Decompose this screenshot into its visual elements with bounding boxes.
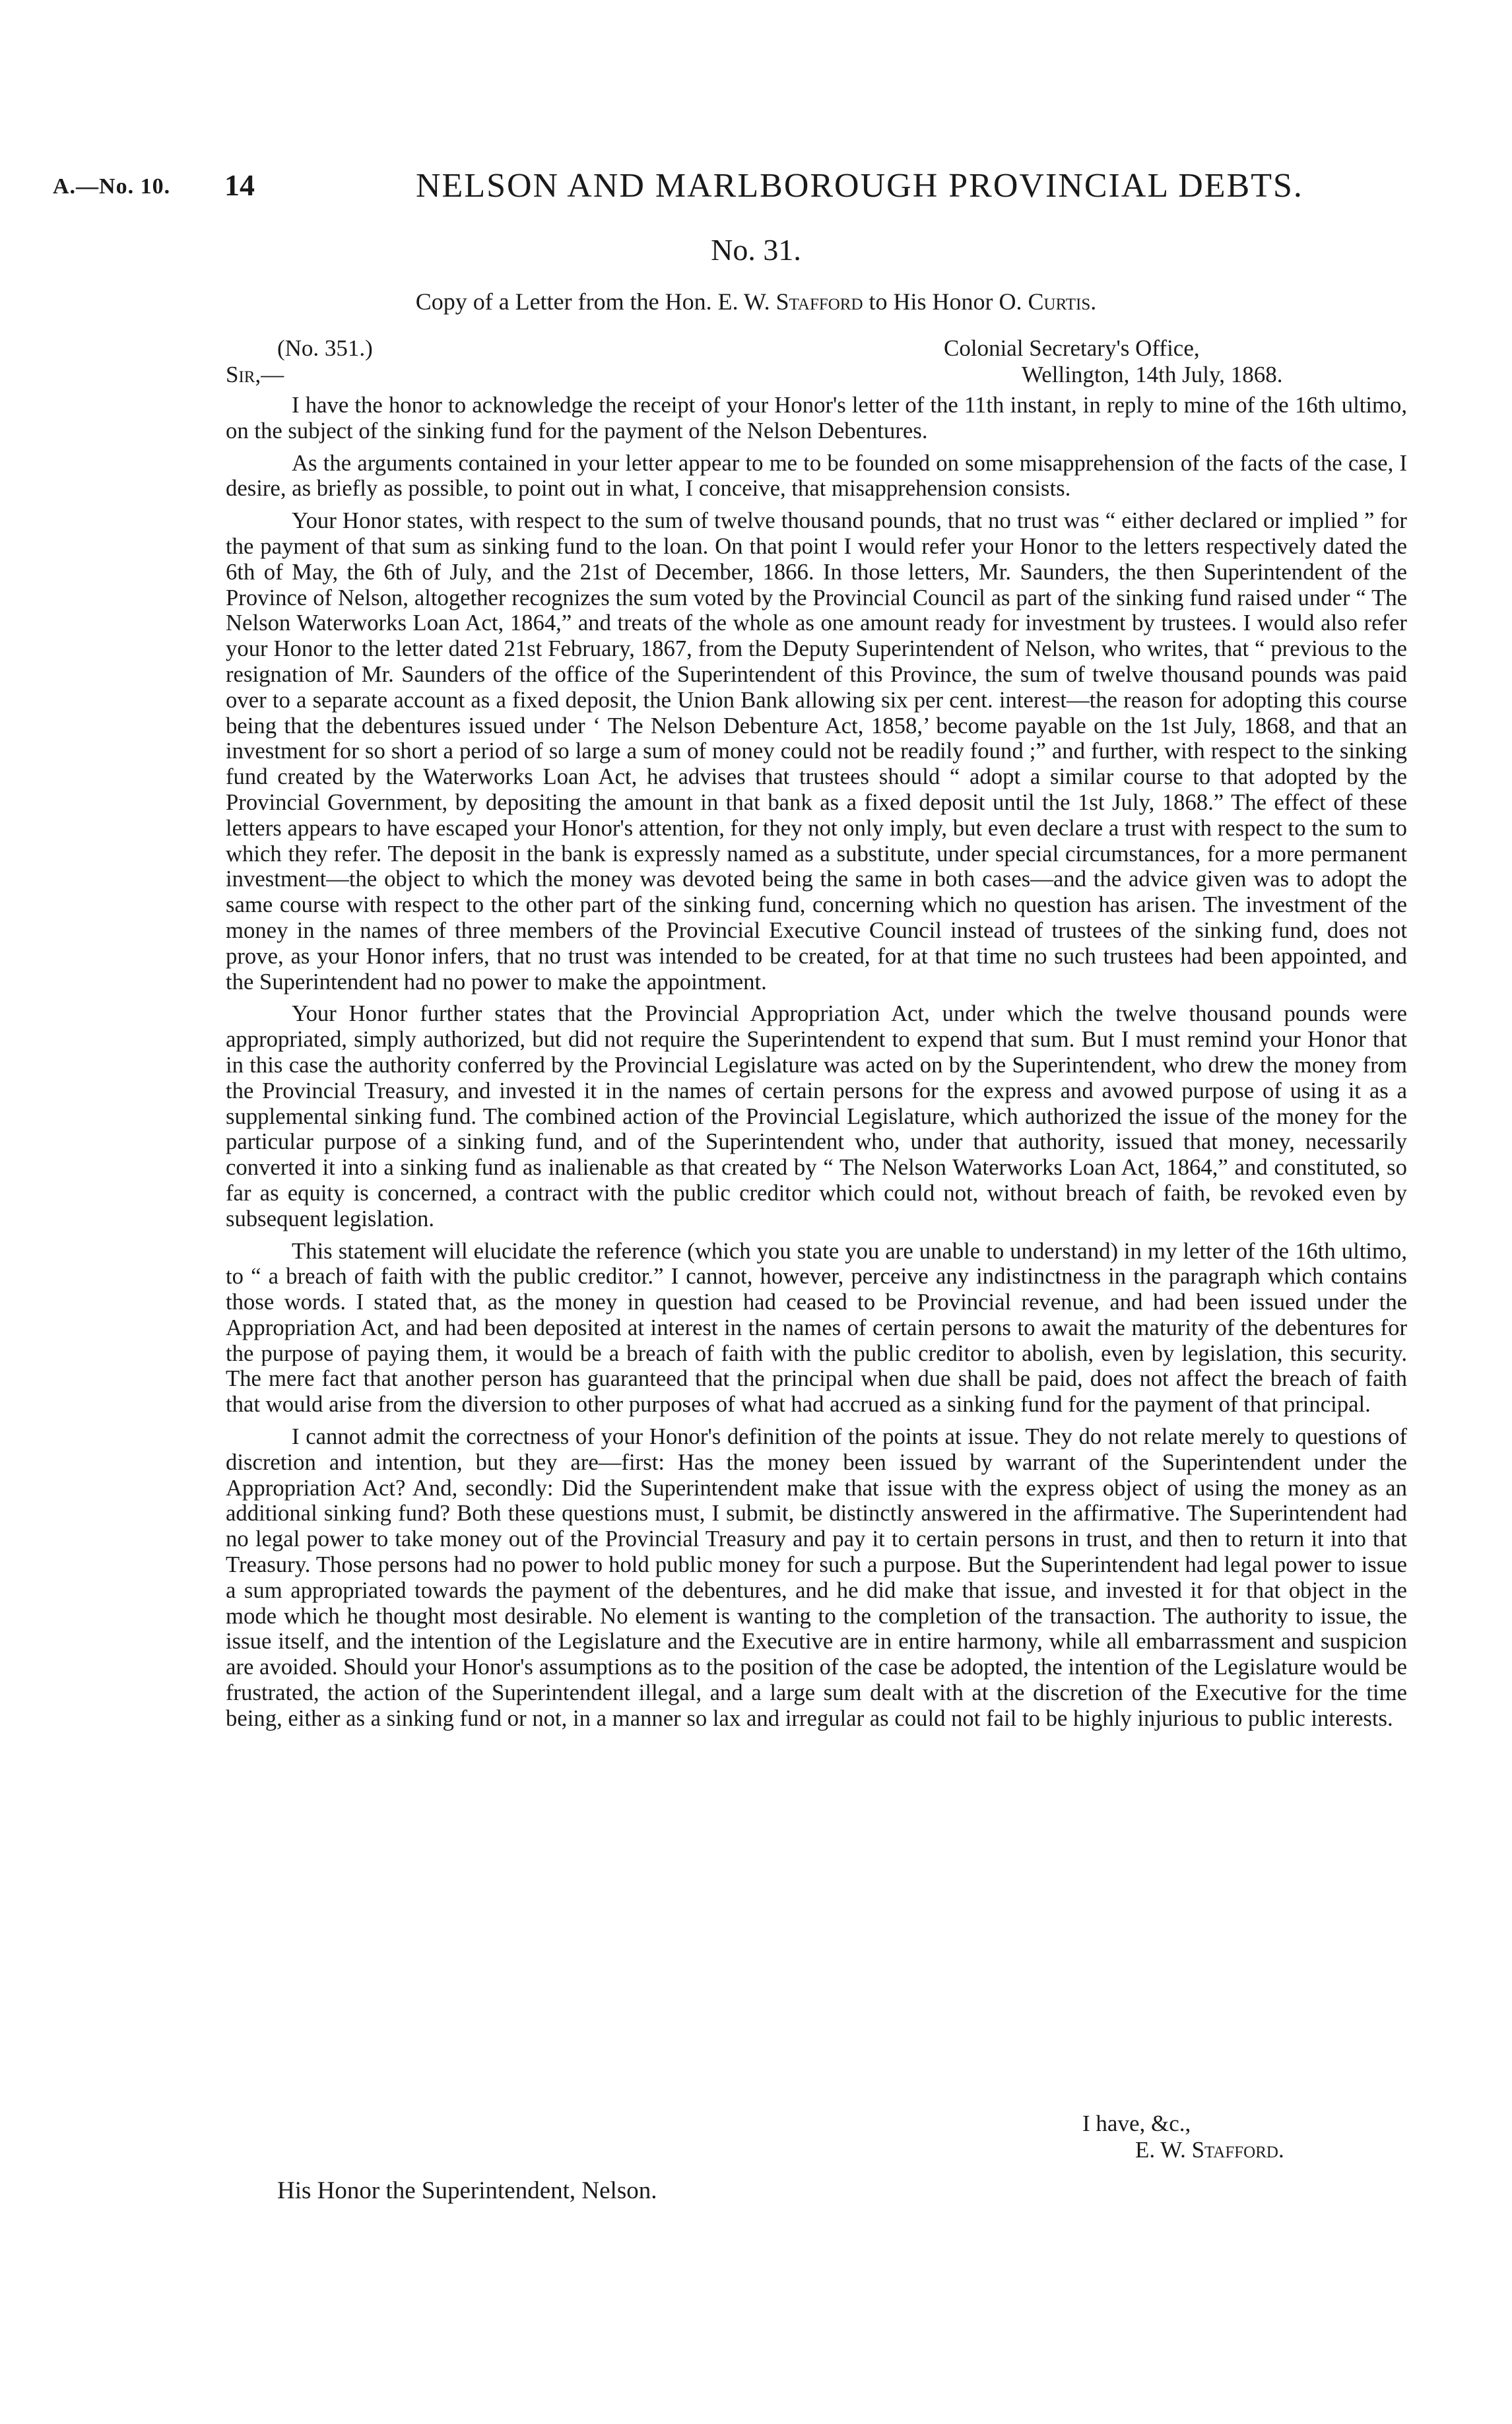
- page-title: NELSON AND MARLBOROUGH PROVINCIAL DEBTS.: [416, 167, 1303, 205]
- running-header: [53, 165, 1399, 211]
- signature: E. W. Stafford.: [1135, 2137, 1284, 2163]
- paragraph: I have the honor to acknowledge the receipt of your Honor's letter of the 11th instant, in reply to mine of the 16th ultimo, on the subject of the sinking fund for the payment of the Nelson Debentures.: [226, 392, 1407, 443]
- paragraph: Your Honor states, with respect to the sum of twelve thousand pounds, that no trust was “ either declared or implied ” for the payment of that sum as sinking fund to the loan. On that point I would refer your Honor to the letters respectively dated the 6th of May, the 6th of July, and the 21st of December, 1866. In those letters, Mr. Saunders, the then Superintendent of the Province of Nelson, altogether recognizes the sum voted by the Provincial Council as part of the sinking fund raised under “ The Nelson Waterworks Loan Act, 1864,” and treats of the whole as one amount ready for investment by trustees. I would also refer your Honor to the letter dated 21st February, 1867, from the Deputy Superintendent of Nelson, who writes, that “ previous to the resignation of Mr. Saunders of the office of the Superintendent of this Province, the sum of twelve thousand pounds was paid over to a separate account as a fixed deposit, the Union Bank allowing six per cent. interest—the reason for adopting this course being that the debentures issued under ‘ The Nelson Debenture Act, 1858,’ become payable on the 1st July, 1868, and that an investment for so short a period of so large a sum of money could not be readily found ;” and further, with respect to the sinking fund created by the Waterworks Loan Act, he advises that trustees should “ adopt a similar course to that adopted by the Provincial Government, by depositing the amount in that bank as a fixed deposit until the 1st July, 1868.” The effect of these letters appears to have escaped your Honor's attention, for they not only imply, but even declare a trust with respect to the sum to which they refer. The deposit in the bank is expressly named as a substitute, under special circumstances, for a more permanent investment—the object to which the money was devoted being the same in both cases—and the advice given was to adopt the same course with respect to the other part of the sinking fund, concerning which no question has arisen. The investment of the money in the names of three members of the Provincial Executive Council instead of trustees of the sinking fund, does not prove, as your Honor infers, that no trust was intended to be created, for at that time no such trustees had been appointed, and the Superintendent had no power to make the appointment.: [226, 508, 1407, 995]
- letter-body: [226, 393, 1407, 1738]
- office-address: Colonial Secretary's Office,: [944, 335, 1200, 361]
- salutation: Sir,—: [226, 362, 284, 387]
- addressee: His Honor the Superintendent, Nelson.: [277, 2177, 657, 2204]
- letter-subtitle: [0, 288, 1512, 315]
- paragraph: I cannot admit the correctness of your Honor's definition of the points at issue. They do not relate merely to questions of discretion and intention, but they are—first: Has the money been issued by warrant of the Superintendent under the Appropriation Act? And, secondly: Did the Superintendent make that issue with the express object of using the money as an additional sinking fund? Both these questions must, I submit, be distinctly answered in the affirmative. The Superintendent had no legal power to take money out of the Provincial Treasury and pay it to certain persons in trust, and then to return it into that Treasury. Those persons had no power to hold public money for such a purpose. But the Superintendent had legal power to issue a sum appropriated towards the payment of the debentures, and he did make that issue, and invested it for that object in the mode which he thought most desirable. No element is wanting to the completion of the transaction. The authority to issue, the issue itself, and the intention of the Legislature and the Executive are in entire harmony, while all embarrassment and suspicion are avoided. Should your Honor's assumptions as to the position of the case be adopted, the intention of the Legislature would be frustrated, the action of the Superintendent illegal, and a large sum dealt with at the discretion of the Executive for the time being, either as a sinking fund or not, in a manner so lax and irregular as could not fail to be highly injurious to public interests.: [226, 1424, 1407, 1731]
- subtitle-recipient-name: Curtis: [1028, 288, 1091, 315]
- paragraph: This statement will elucidate the reference (which you state you are unable to understand) in my letter of the 16th ultimo, to “ a breach of faith with the public creditor.” I cannot, however, perceive any indistinctness in the paragraph which contains those words. I stated that, as the money in question had ceased to be Provincial revenue, and had been issued under the Appropriation Act, and had been deposited at interest in the names of certain persons to await the maturity of the debentures for the purpose of paying them, it would be a breach of faith with the public creditor to abolish, even by legislation, this security. The mere fact that another person has guaranteed that the principal when due shall be paid, does not affect the breach of faith that would arise from the diversion to other purposes of what had accrued as a sinking fund for the payment of that principal.: [226, 1237, 1407, 1418]
- subtitle-part: to His Honor O.: [863, 288, 1028, 315]
- subtitle-part: Copy of a Letter from the Hon. E. W.: [415, 288, 776, 315]
- subtitle-sender-name: Stafford: [775, 288, 863, 315]
- document-number: No. 31.: [711, 233, 801, 267]
- letter-number: (No. 351.): [277, 335, 373, 361]
- place-and-date: Wellington, 14th July, 1868.: [1022, 362, 1283, 387]
- closing-line: I have, &c.,: [1082, 2111, 1191, 2136]
- paragraph: Your Honor further states that the Provincial Appropriation Act, under which the twelve thousand pounds were appropriated, simply authorized, but did not require the Superintendent to expend that sum. But I must remind your Honor that in this case the authority conferred by the Provincial Legislature was acted on by the Superintendent, who drew the money from the Provincial Treasury, and invested it in the names of certain persons for the express and avowed purpose of using it as a supplemental sinking fund. The combined action of the Provincial Legislature, which authorized the issue of the money for the particular purpose of a sinking fund, and of the Superintendent who, under that authority, issued that money, necessarily converted it into a sinking fund as inalienable as that created by “ The Nelson Waterworks Loan Act, 1864,” and constituted, so far as equity is concerned, a contract with the public creditor which could not, without breach of faith, be revoked even by subsequent legislation.: [226, 1000, 1407, 1231]
- closing-block: [1082, 2111, 1284, 2163]
- subtitle-part: .: [1090, 288, 1097, 315]
- paragraph: As the arguments contained in your letter appear to me to be founded on some misapprehension of the facts of the case, I desire, as briefly as possible, to point out in what, I conceive, that misapprehension consists.: [226, 449, 1407, 502]
- paper-reference: A.—No. 10.: [53, 174, 171, 199]
- page-number: 14: [224, 168, 255, 202]
